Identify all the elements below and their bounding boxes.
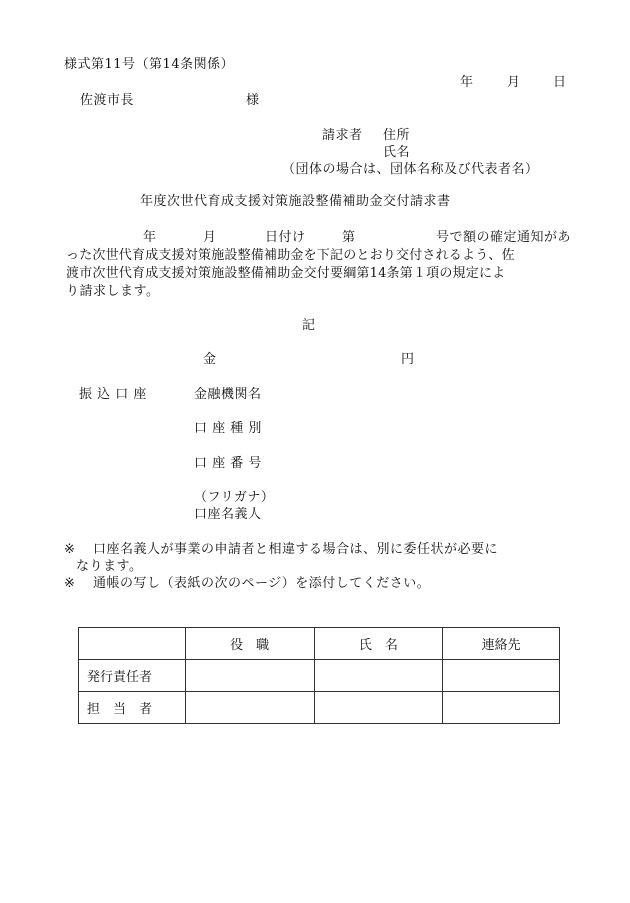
body-line1-rest: 号で額の確定通知があ — [436, 230, 572, 245]
body-dated: 日付け — [265, 230, 306, 245]
body-month: 月 — [203, 230, 217, 245]
note1-line1: 口座名義人が事業の申請者と相違する場合は、別に委任状が必要に — [93, 542, 499, 557]
staff-position-cell[interactable] — [185, 692, 314, 724]
addressee: 佐渡市長 — [80, 93, 135, 108]
staff-name-cell[interactable] — [314, 692, 443, 724]
body-line2: った次世代育成支援対策施設整備補助金を下記のとおり交付されるよう、佐 — [66, 248, 515, 263]
note1-mark: ※ — [64, 542, 76, 557]
table-header-row — [79, 628, 560, 660]
body-dai: 第 — [342, 230, 356, 245]
table-header-blank — [79, 628, 186, 660]
name-label: 氏名 — [383, 145, 411, 160]
organization-note: （団体の場合は、団体名称及び代表者名） — [282, 162, 539, 177]
contact-table — [78, 627, 560, 724]
document-title: 年度次世代育成支援対策施設整備補助金交付請求書 — [140, 194, 451, 209]
bank-holder-label: 口座名義人 — [194, 507, 262, 522]
issuer-name-cell[interactable] — [314, 660, 443, 692]
table-header-name: 氏 名 — [314, 628, 443, 660]
issuer-contact-cell[interactable] — [443, 660, 560, 692]
bank-furigana-label: （フリガナ） — [194, 490, 275, 505]
honorific: 様 — [246, 93, 260, 108]
address-label: 住所 — [383, 128, 411, 143]
staff-contact-cell[interactable] — [443, 692, 560, 724]
date-month-label: 月 — [507, 75, 521, 90]
ki-label: 記 — [302, 318, 316, 333]
bank-section-label: 振 込 口 座 — [79, 387, 147, 402]
body-line4: り請求します。 — [66, 284, 160, 299]
issuer-position-cell[interactable] — [185, 660, 314, 692]
row-label-issuer: 発行責任者 — [79, 660, 186, 692]
form-number: 様式第11号（第14条関係） — [64, 57, 235, 72]
bank-institution-label: 金融機関名 — [194, 387, 262, 402]
table-header-position: 役 職 — [185, 628, 314, 660]
note2-mark: ※ — [64, 576, 76, 591]
note1-line2: なります。 — [76, 559, 143, 574]
table-row — [79, 660, 560, 692]
body-year: 年 — [143, 230, 157, 245]
bank-account-type-label: 口 座 種 別 — [194, 421, 262, 436]
date-day-label: 日 — [553, 75, 567, 90]
body-line3: 渡市次世代育成支援対策施設整備補助金交付要綱第14条第１項の規定によ — [66, 266, 506, 281]
amount-unit: 円 — [401, 352, 415, 367]
applicant-label: 請求者 — [322, 128, 363, 143]
amount-label: 金 — [203, 352, 217, 367]
note2: 通帳の写し（表紙の次のページ）を添付してください。 — [93, 576, 431, 591]
date-year-label: 年 — [460, 75, 474, 90]
bank-account-number-label: 口 座 番 号 — [194, 456, 262, 471]
row-label-person-in-charge: 担 当 者 — [79, 692, 186, 724]
table-header-contact: 連絡先 — [443, 628, 560, 660]
table-row — [79, 692, 560, 724]
